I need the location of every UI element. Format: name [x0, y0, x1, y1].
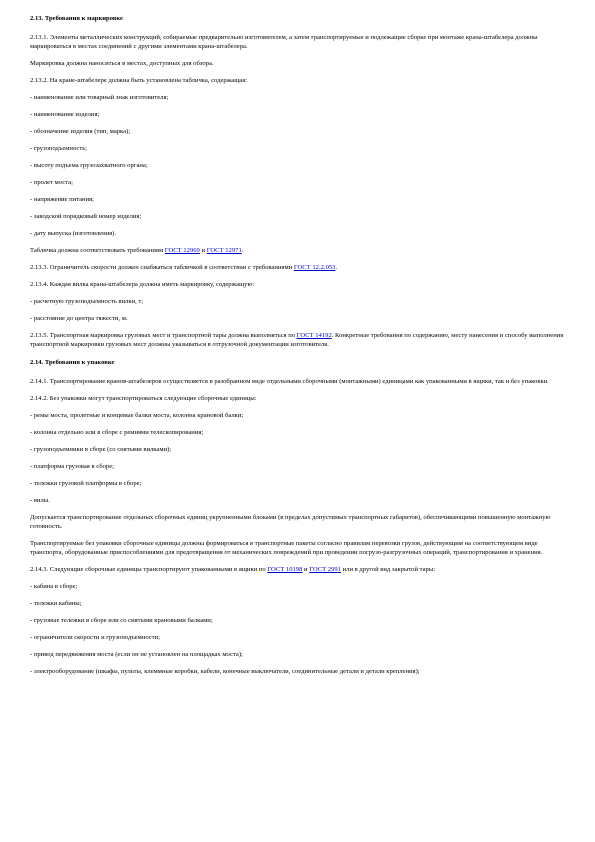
paragraph — [30, 496, 565, 505]
text-segment: 2.13.4. Каждая вилка крана-штабелера должна иметь маркировку, содержащую: — [30, 280, 255, 288]
text-segment: 2.13.5. Транспортная маркировка грузовых мест и транспортной тары должна выполняться по — [30, 331, 297, 339]
text-segment: - кабина в сборе; — [30, 582, 78, 590]
paragraph — [30, 178, 565, 187]
paragraph — [30, 633, 565, 642]
text-segment: - пролет моста; — [30, 178, 73, 186]
paragraph — [30, 599, 565, 608]
paragraph — [30, 479, 565, 488]
paragraph — [30, 297, 565, 306]
text-segment: - грузоподъемники в сборе (со снятыми вилками); — [30, 445, 172, 453]
text-segment: Маркировка должна наноситься в местах, доступных для обзора. — [30, 59, 214, 67]
paragraph — [30, 161, 565, 170]
paragraph — [30, 280, 565, 289]
text-segment: - дату выпуска (изготовления). — [30, 229, 117, 237]
paragraph — [30, 331, 565, 349]
text-segment: . Конкретные требования по содержанию, месту нанесения и способу выполнения транспортной маркировки грузовых мест должны указываться в отгрузочной документации изготовителя. — [30, 331, 564, 348]
text-segment: и — [302, 565, 310, 573]
paragraph — [30, 462, 565, 471]
paragraph — [30, 394, 565, 403]
text-segment: - напряжение питания; — [30, 195, 94, 203]
paragraph — [30, 314, 565, 323]
paragraph — [30, 93, 565, 102]
text-segment: 2.14.3. Следующие сборочные единицы транспортируют упакованными в ящики по — [30, 565, 268, 573]
paragraph — [30, 445, 565, 454]
text-segment: - колонна отдельно или в сборе с ремнями телескопирования; — [30, 428, 204, 436]
paragraph — [30, 59, 565, 68]
paragraph — [30, 212, 565, 221]
text-segment: - привод передвижения моста (если он не установлен на площадках моста); — [30, 650, 243, 658]
standard-link-гост-2991[interactable]: ГОСТ 2991 — [309, 565, 341, 573]
text-segment: - платформа грузовая в сборе; — [30, 462, 114, 470]
standard-link-гост-12971[interactable]: ГОСТ 12971 — [206, 246, 242, 254]
paragraph — [30, 411, 565, 420]
paragraph — [30, 144, 565, 153]
paragraph — [30, 377, 565, 386]
paragraph — [30, 229, 565, 238]
standard-link-гост-12-2-053[interactable]: ГОСТ 12.2.053 — [293, 263, 336, 271]
text-segment: и — [199, 246, 207, 254]
text-segment: - наименование изделия; — [30, 110, 100, 118]
text-segment: 2.13. Требования к маркировке — [30, 15, 123, 22]
text-segment: 2.14.2. Без упаковки могут транспортироваться следующие сборочные единицы: — [30, 394, 257, 402]
paragraph — [30, 667, 565, 676]
paragraph — [30, 127, 565, 136]
text-segment: 2.13.2. На кране-штабелере должна быть установлена табличка, содержащая: — [30, 76, 248, 84]
text-segment: 2.14. Требования к упаковке — [30, 359, 115, 366]
paragraph — [30, 263, 565, 272]
paragraph — [30, 565, 565, 574]
text-segment: Допускается транспортирование отдельных сборочных единиц укрупненными блоками (в пределах допустимых транспортных габаритов), обеспечивающими повышенную монтажную готовность. — [30, 513, 551, 530]
standard-link-гост-10198[interactable]: ГОСТ 10198 — [267, 565, 303, 573]
standard-link-гост-12969[interactable]: ГОСТ 12969 — [164, 246, 200, 254]
text-segment: - заводской порядковый номер изделия; — [30, 212, 142, 220]
paragraph — [30, 33, 565, 51]
section-heading — [30, 358, 565, 367]
text-segment: - грузовые тележки в сборе или со снятыми крановыми балками; — [30, 616, 213, 624]
text-segment: . — [241, 246, 244, 254]
paragraph — [30, 246, 565, 255]
paragraph — [30, 513, 565, 531]
paragraph — [30, 582, 565, 591]
text-segment: - расчетную грузоподъемность вилки, т; — [30, 297, 144, 305]
paragraph — [30, 428, 565, 437]
text-segment: 2.13.1. Элементы металлических конструкций, собираемые предварительно изготовителем, а затем транспортируемые и подлежащие сборке при монтаже крана-штабелера должны маркироваться в местах соединений с другими элементами крана-штабелера. — [30, 33, 538, 50]
text-segment: - высоту подъема грузозахватного органа; — [30, 161, 148, 169]
text-segment: - расстояние до центра тяжести, м. — [30, 314, 128, 322]
paragraph — [30, 650, 565, 659]
section-heading — [30, 14, 565, 23]
text-segment: - грузоподъемность; — [30, 144, 88, 152]
text-segment: - тележки грузовой платформы в сборе; — [30, 479, 142, 487]
text-segment: . — [335, 263, 338, 271]
text-segment: - вилы. — [30, 496, 50, 504]
text-segment: 2.13.3. Ограничитель скорости должен снабжаться табличкой в соответствии с требованиями — [30, 263, 294, 271]
paragraph — [30, 539, 565, 557]
text-segment: 2.14.1. Транспортирование кранов-штабелеров осуществляется в разобранном виде отдельными сборочными (монтажными) единицами как упакованными в ящики, так и без упаковки. — [30, 377, 549, 385]
text-segment: - ограничители скорости и грузоподъемности; — [30, 633, 160, 641]
paragraph — [30, 616, 565, 625]
text-segment: или в другой вид закрытой тары: — [340, 565, 436, 573]
paragraph — [30, 195, 565, 204]
text-segment: - обозначение изделия (тип, марка); — [30, 127, 131, 135]
text-segment: Табличка должна соответствовать требованиям — [30, 246, 165, 254]
text-segment: Транспортируемые без упаковки сборочные единицы должны формироваться в транспортные пакеты согласно правилам перевозки грузов, действующим на соответствующем виде транспорта, оборудованные приспособлениями для предотвращения от механических повреждений при проведении погрузо-разгрузочных операций, транспортирования и хранения. — [30, 539, 543, 556]
text-segment: - наименование или товарный знак изготовителя; — [30, 93, 169, 101]
text-segment: - электрооборудование (шкафы, пульты, клеммные коробки, кабели, конечные выключатели, соединительные детали и детали крепления); — [30, 667, 420, 675]
paragraph — [30, 110, 565, 119]
text-segment: - ремы моста, пролетные и концевые балки моста, колонна крановой балки; — [30, 411, 244, 419]
text-segment: - тележки кабины; — [30, 599, 82, 607]
paragraph — [30, 76, 565, 85]
standard-link-гост-14192[interactable]: ГОСТ 14192 — [296, 331, 332, 339]
